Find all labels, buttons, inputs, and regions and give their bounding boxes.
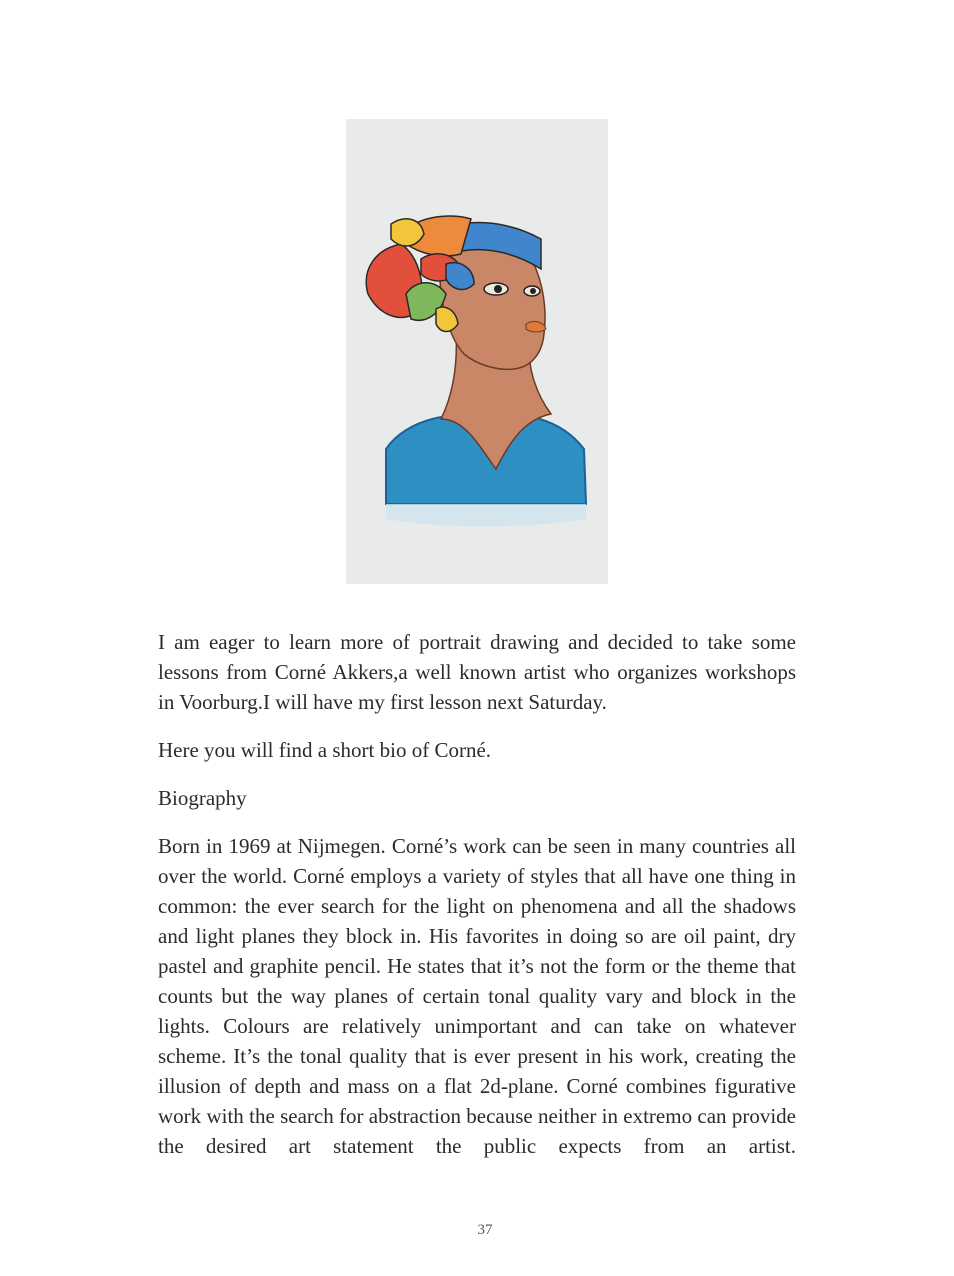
biography-paragraph: Born in 1969 at Nijmegen. Corné’s work can be seen in many countries all over the world. Corné employs a variety of styles that all have one thing in common: the ever search for the light on phenomena and all the shadows and light planes they block in. His favorites in doing so are oil paint, dry pastel and graphite pencil. He states that it’s not the form or the theme that counts but the way planes of certain tonal quality vary and block in the lights. Colours are relatively unimportant and can take on whatever scheme. It’s the tonal quality that is ever present in his work, creating the illusion of depth and mass on a flat 2d-plane. Corné combines figurative work with the search for abstraction because neither in extremo can provide the desired art statement the public expects from an artist.	[158, 834, 796, 1158]
page-number: 37	[477, 1222, 493, 1238]
biography-heading: Biography	[158, 786, 247, 810]
bio-pointer-paragraph: Here you will find a short bio of Corné.	[158, 738, 492, 762]
intro-paragraph: I am eager to learn more of portrait drawing and decided to take some lessons from Corné Akkers,a well known artist who organizes workshops in Voorburg.I will have my first lesson next Saturday.	[158, 630, 796, 714]
body-text	[158, 627, 796, 1179]
portrait-drawing-svg	[346, 119, 608, 584]
portrait-drawing-image	[346, 119, 608, 584]
